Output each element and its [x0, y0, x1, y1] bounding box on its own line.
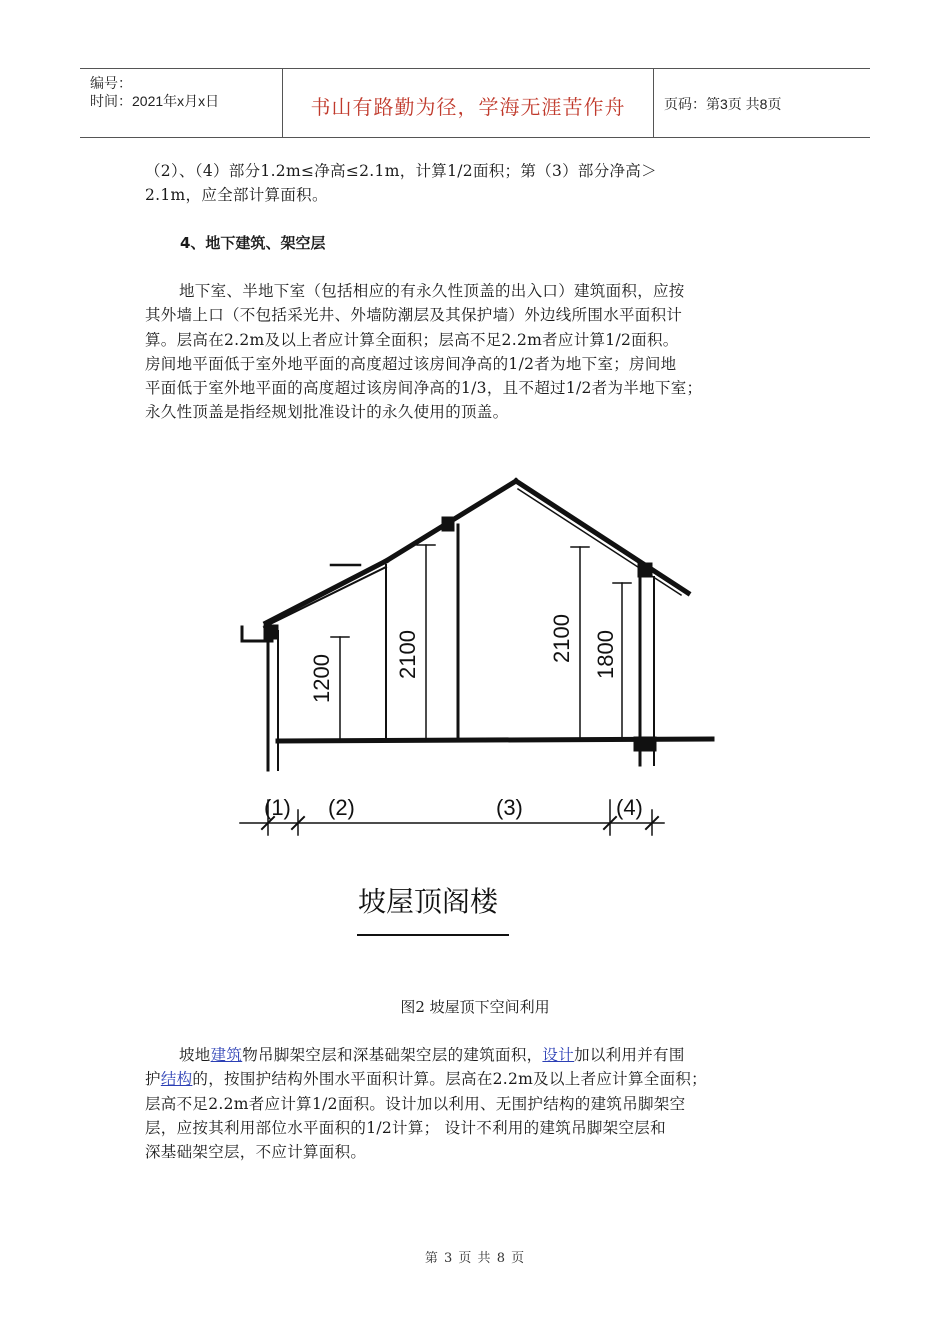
- header-page-cell: [654, 69, 870, 137]
- section-heading: 4、地下建筑、架空层: [180, 234, 326, 252]
- ceiling-line-right: [518, 489, 681, 595]
- paragraph-line: 2.1m，应全部计算面积。: [145, 186, 328, 205]
- page-header: [80, 68, 870, 138]
- dimension-label-1800: 1800: [593, 630, 618, 679]
- ridge-block: [442, 517, 454, 531]
- date-label: 时间：2021年x月x日: [90, 93, 220, 109]
- paragraph-line: 护结构的，按围护结构外围水平面积计算。层高在2.2m及以上者应计算全面积；: [145, 1070, 707, 1089]
- zone-label-3: (3): [496, 795, 523, 820]
- link-structure[interactable]: 结构: [160, 1070, 193, 1089]
- motto-text: 书山有路勤为径，学海无涯苦作舟: [310, 95, 626, 119]
- zone-label-4: (4): [616, 795, 643, 820]
- dimension-label-2100-right: 2100: [549, 614, 574, 663]
- page-info: 页码：第3页 共8页: [664, 96, 782, 112]
- figure-title: 坡屋顶阁楼: [358, 885, 499, 918]
- paragraph-attic-areas: [145, 159, 825, 208]
- paragraph-line: 地下室、半地下室（包括相应的有永久性顶盖的出入口）建筑面积，应按: [179, 282, 685, 300]
- dimension-label-1200: 1200: [309, 654, 334, 703]
- page-footer: 第 3 页 共 8 页: [424, 1251, 526, 1266]
- roof-left-lower: [266, 561, 386, 623]
- paragraph-line: 坡地建筑物吊脚架空层和深基础架空层的建筑面积，设计加以利用并有围: [179, 1046, 685, 1064]
- paragraph-line: 永久性顶盖是指经规划批准设计的永久使用的顶盖。: [145, 403, 509, 422]
- figure-caption: 图2 坡屋顶下空间利用: [400, 998, 550, 1016]
- zone-label-1: (1): [264, 795, 291, 820]
- link-design[interactable]: 设计: [542, 1046, 575, 1064]
- ceiling-line-left: [264, 567, 386, 627]
- paragraph-stilt-floors: [145, 1043, 825, 1164]
- zone-label-2: (2): [328, 795, 355, 820]
- paragraph-basement: [145, 279, 825, 425]
- paragraph-line: 房间地平面低于室外地平面的高度超过该房间净高的1/2者为地下室；房间地: [145, 354, 677, 373]
- eave-block-left: [264, 625, 278, 639]
- paragraph-line: 算。层高在2.2m及以上者应计算全面积；层高不足2.2m者应计算1/2面积。: [145, 330, 679, 349]
- dimension-label-2100-left: 2100: [395, 630, 420, 679]
- paragraph-line: 层，应按其利用部位水平面积的1/2计算； 设计不利用的建筑吊脚架空层和: [145, 1118, 666, 1137]
- header-meta-cell: [80, 69, 283, 137]
- roof-right: [516, 481, 688, 593]
- number-label: 编号：: [90, 75, 132, 91]
- paragraph-line: 平面低于室外地平面的高度超过该房间净高的1/3，且不超过1/2者为半地下室；: [145, 379, 703, 398]
- paragraph-line: 层高不足2.2m者应计算1/2面积。设计加以利用、无围护结构的建筑吊脚架空: [145, 1094, 686, 1113]
- sloped-roof-attic-diagram: [236, 465, 726, 945]
- floor-support-block: [634, 737, 656, 751]
- paragraph-line: 深基础架空层，不应计算面积。: [145, 1143, 367, 1162]
- link-building[interactable]: 建筑: [210, 1046, 243, 1064]
- paragraph-line: 其外墙上口（不包括采光井、外墙防潮层及其保护墙）外边线所围水平面积计: [145, 306, 683, 325]
- header-motto-cell: [283, 69, 654, 137]
- paragraph-line: （2）、（4）部分1.2m≤净高≤2.1m，计算1/2面积；第（3）部分净高＞: [145, 162, 657, 180]
